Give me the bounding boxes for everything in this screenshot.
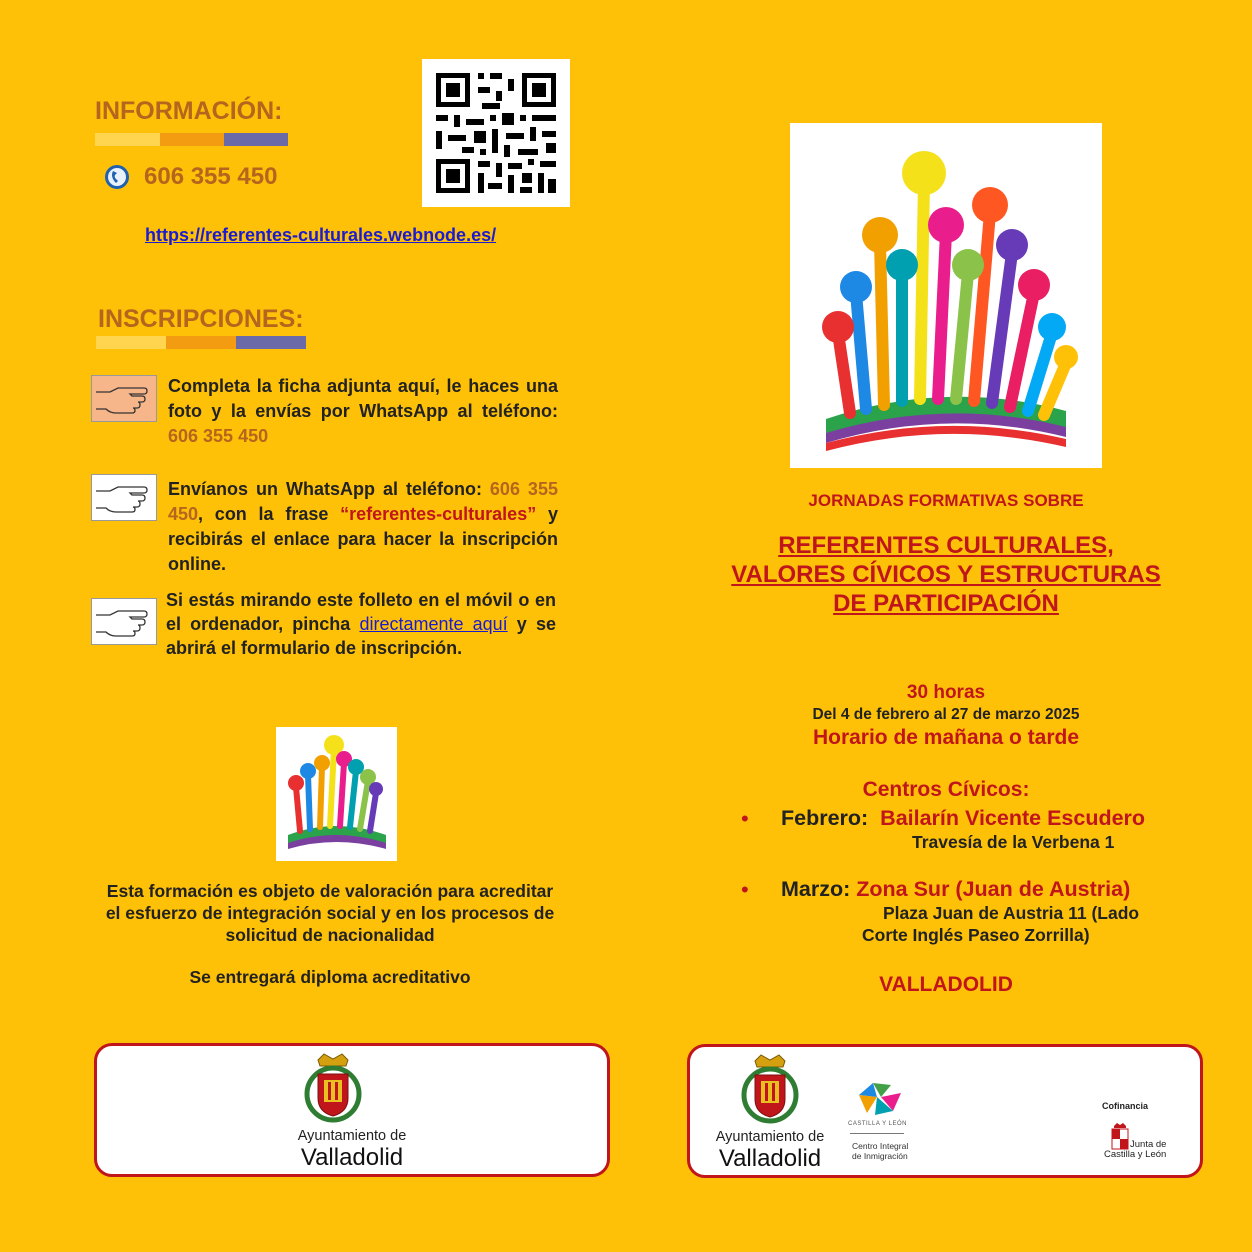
info-phone[interactable]: 606 355 450 [144, 163, 278, 190]
cii-line1: Centro Integral [852, 1141, 909, 1151]
schedule-text: Horario de mañana o tarde [812, 726, 1080, 749]
junta-line1: Junta de [1130, 1139, 1167, 1150]
feb-center: Bailarín Vicente Escudero [880, 806, 1146, 830]
cofinancia-label: Cofinancia [1102, 1101, 1149, 1111]
step3-text: Si estás mirando este folleto en el móvil o en el ordenador, pincha directamente aquí y se abrirá el formulario de inscripción. [166, 590, 556, 658]
feb-center-line [781, 806, 1145, 831]
cover-title [700, 531, 1192, 618]
ayto-small-label: Ayuntamiento de [715, 1129, 825, 1145]
cii-line2: de Inmigración [852, 1151, 908, 1161]
step2-text: Envíanos un WhatsApp al teléfono: 606 355 450, con la frase “referentes-culturales” y recibirás el enlace para hacer la inscripción online. [168, 479, 558, 574]
cover-title-line2: VALORES CÍVICOS Y ESTRUCTURAS [731, 561, 1161, 588]
pointing-hand-icon [91, 474, 157, 521]
website-link[interactable] [145, 225, 496, 246]
hands-illustration-large [790, 123, 1102, 468]
mar-center: Zona Sur (Juan de Austria) [856, 877, 1131, 901]
feb-address: Travesía de la Verbena 1 [912, 832, 1115, 852]
mar-address-line2: Corte Inglés Paseo Zorrilla) [862, 925, 1090, 945]
website-link-text[interactable]: https://referentes-culturales.webnode.es/ [145, 225, 497, 245]
junta-label-line2: Castilla y León [1104, 1149, 1167, 1160]
info-heading: INFORMACIÓN: [95, 97, 283, 125]
step2-phrase: “referentes-culturales” [340, 504, 537, 524]
phone-icon [104, 164, 130, 195]
mar-address-line1: Plaza Juan de Austria 11 (Lado [883, 903, 1140, 923]
ayto-big-label: Valladolid [718, 1145, 822, 1172]
feb-label: Febrero: [781, 806, 869, 830]
bullet-dot: • [741, 806, 749, 831]
cii-divider [850, 1133, 904, 1134]
mar-center-line [781, 877, 1130, 902]
cii-logo-icon [857, 1081, 903, 1122]
footer-card-left [94, 1043, 610, 1177]
dates-text: Del 4 de febrero al 27 de marzo 2025 [812, 706, 1080, 723]
hours-text: 30 horas [906, 682, 986, 703]
step2-phone[interactable]: 606 355 450 [168, 479, 558, 524]
cover-subtitle: JORNADAS FORMATIVAS SOBRE [808, 491, 1084, 510]
city-text: VALLADOLID [879, 973, 1013, 996]
valoracion-text: Esta formación es objeto de valoración para acreditar el esfuerzo de integración social y en los procesos de solicitud de nacionalidad [105, 881, 555, 945]
inscripciones-heading: INSCRIPCIONES: [98, 305, 304, 333]
cii-label [852, 1141, 908, 1161]
diploma-text: Se entregará diploma acreditativo [189, 967, 471, 987]
pointing-hand-icon [91, 375, 157, 422]
ayto-big-label: Valladolid [300, 1144, 404, 1171]
cover-title-line1: REFERENTES CULTURALES, [778, 532, 1114, 559]
bullet-dot: • [741, 877, 749, 902]
info-heading-bars [95, 133, 288, 146]
ayto-small-label: Ayuntamiento de [297, 1128, 407, 1144]
footer-card-right [687, 1044, 1203, 1178]
cyl-small-label: CASTILLA Y LEÓN [848, 1121, 907, 1127]
qr-code[interactable] [422, 59, 570, 207]
pointing-hand-icon [91, 598, 157, 645]
valladolid-crest-icon [298, 1052, 368, 1131]
step1-phone[interactable]: 606 355 450 [168, 426, 269, 446]
step1-text: Completa la ficha adjunta aquí, le haces una foto y la envías por WhatsApp al teléfono: 606 355 450 [168, 376, 558, 446]
inscripciones-heading-bars [96, 336, 306, 349]
form-link[interactable]: directamente aquí [359, 614, 508, 634]
centers-heading: Centros Cívicos: [862, 778, 1030, 801]
hands-illustration-small [276, 727, 397, 861]
cover-title-line3: DE PARTICIPACIÓN [833, 590, 1059, 617]
valladolid-crest-icon [735, 1053, 805, 1132]
mar-label: Marzo: [781, 877, 851, 901]
